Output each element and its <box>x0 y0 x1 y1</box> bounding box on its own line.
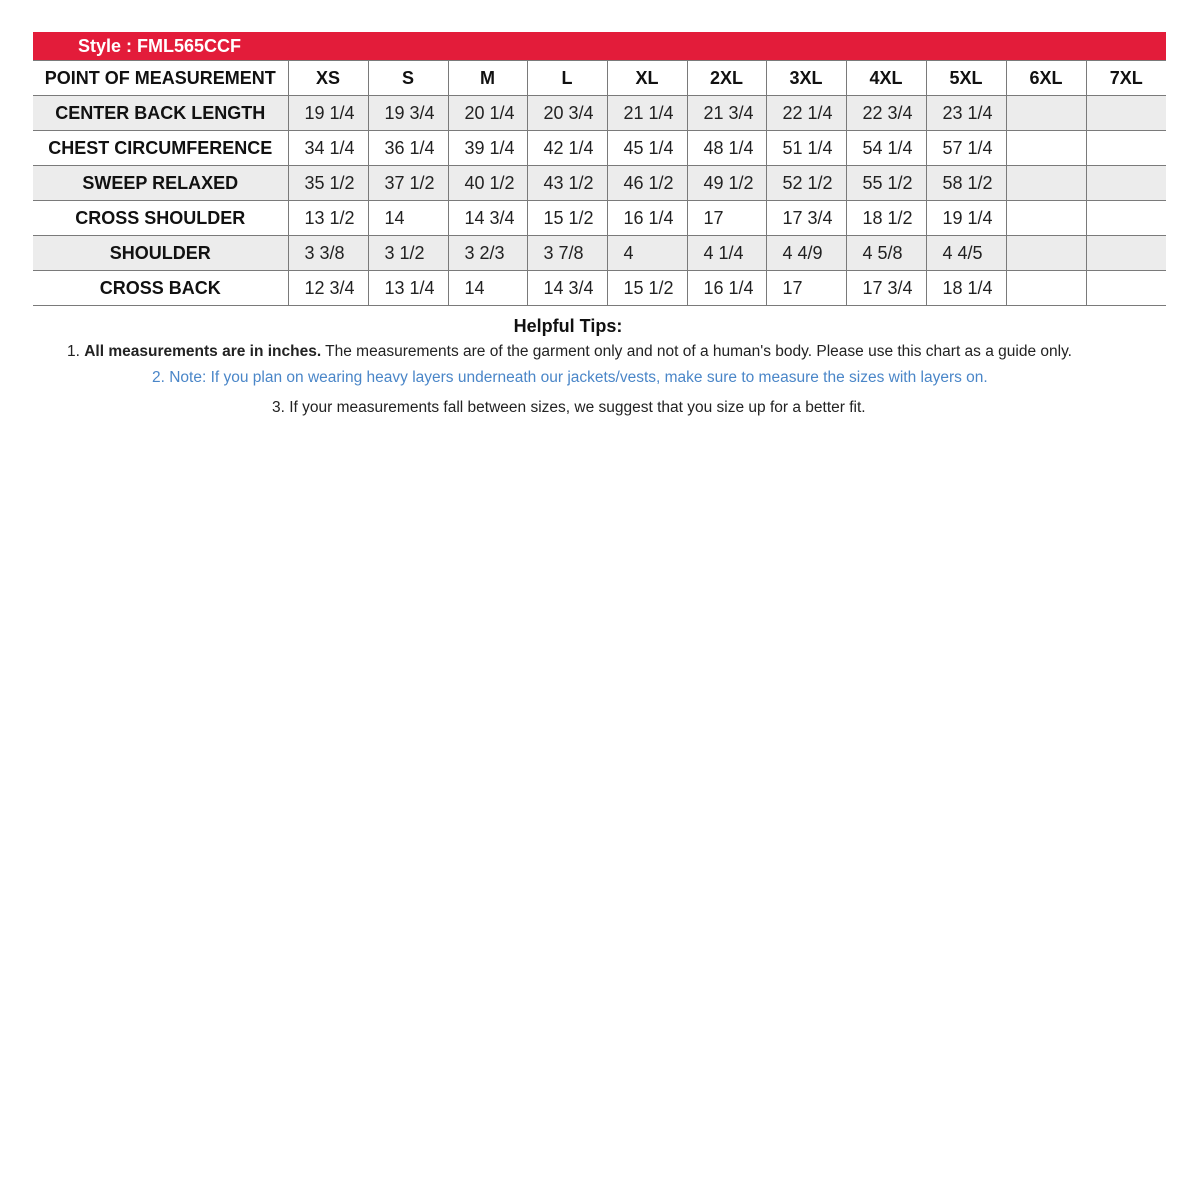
style-header-bar: Style : FML565CCF <box>33 32 1166 60</box>
measurement-cell: 18 1/4 <box>926 271 1006 306</box>
tip-1-text: The measurements are of the garment only and not of a human's body. Please use this chart as a guide only. <box>321 343 1072 360</box>
table-body <box>33 96 1166 306</box>
measurement-cell: 19 3/4 <box>368 96 448 131</box>
measurement-cell: 19 1/4 <box>926 201 1006 236</box>
measurement-cell <box>1006 131 1086 166</box>
measurement-cell: 43 1/2 <box>527 166 607 201</box>
measurement-cell: 42 1/4 <box>527 131 607 166</box>
measurement-cell <box>1006 166 1086 201</box>
row-label: CENTER BACK LENGTH <box>33 96 288 131</box>
size-table <box>33 60 1166 306</box>
measurement-cell: 13 1/4 <box>368 271 448 306</box>
measurement-cell: 45 1/4 <box>607 131 687 166</box>
tip-2: 2. Note: If you plan on wearing heavy layers underneath our jackets/vests, make sure to measure the sizes with layers on. <box>152 369 988 386</box>
header-size-m: M <box>448 61 527 96</box>
measurement-cell: 36 1/4 <box>368 131 448 166</box>
measurement-cell: 48 1/4 <box>687 131 766 166</box>
measurement-cell <box>1086 271 1166 306</box>
header-size-l: L <box>527 61 607 96</box>
measurement-cell: 3 1/2 <box>368 236 448 271</box>
measurement-cell: 39 1/4 <box>448 131 527 166</box>
measurement-cell: 52 1/2 <box>766 166 846 201</box>
measurement-cell: 57 1/4 <box>926 131 1006 166</box>
measurement-cell: 14 <box>448 271 527 306</box>
measurement-cell: 4 5/8 <box>846 236 926 271</box>
measurement-cell: 15 1/2 <box>607 271 687 306</box>
table-row <box>33 201 1166 236</box>
measurement-cell: 15 1/2 <box>527 201 607 236</box>
measurement-cell: 4 4/5 <box>926 236 1006 271</box>
header-size-6xl: 6XL <box>1006 61 1086 96</box>
measurement-cell: 4 4/9 <box>766 236 846 271</box>
table-row <box>33 96 1166 131</box>
table-row <box>33 271 1166 306</box>
measurement-cell: 14 3/4 <box>527 271 607 306</box>
measurement-cell: 34 1/4 <box>288 131 368 166</box>
row-label: CHEST CIRCUMFERENCE <box>33 131 288 166</box>
row-label: CROSS SHOULDER <box>33 201 288 236</box>
measurement-cell: 22 1/4 <box>766 96 846 131</box>
measurement-cell: 20 1/4 <box>448 96 527 131</box>
measurement-cell: 14 <box>368 201 448 236</box>
header-size-5xl: 5XL <box>926 61 1006 96</box>
measurement-cell: 35 1/2 <box>288 166 368 201</box>
header-size-xs: XS <box>288 61 368 96</box>
measurement-cell <box>1086 166 1166 201</box>
measurement-cell <box>1006 96 1086 131</box>
tip-1 <box>67 343 1072 361</box>
measurement-cell: 18 1/2 <box>846 201 926 236</box>
header-size-7xl: 7XL <box>1086 61 1166 96</box>
measurement-cell: 4 <box>607 236 687 271</box>
measurement-cell: 58 1/2 <box>926 166 1006 201</box>
measurement-cell: 21 3/4 <box>687 96 766 131</box>
measurement-cell: 40 1/2 <box>448 166 527 201</box>
measurement-cell <box>1086 131 1166 166</box>
row-label: CROSS BACK <box>33 271 288 306</box>
measurement-cell: 46 1/2 <box>607 166 687 201</box>
size-chart <box>33 32 1166 306</box>
measurement-cell: 3 2/3 <box>448 236 527 271</box>
row-label: SWEEP RELAXED <box>33 166 288 201</box>
tip-3: 3. If your measurements fall between sizes, we suggest that you size up for a better fit. <box>272 399 866 416</box>
measurement-cell <box>1006 201 1086 236</box>
measurement-cell: 55 1/2 <box>846 166 926 201</box>
measurement-cell: 16 1/4 <box>607 201 687 236</box>
tip-1-bold: All measurements are in inches. <box>84 343 322 360</box>
measurement-cell: 19 1/4 <box>288 96 368 131</box>
measurement-cell: 17 3/4 <box>846 271 926 306</box>
header-size-2xl: 2XL <box>687 61 766 96</box>
measurement-cell: 20 3/4 <box>527 96 607 131</box>
measurement-cell: 17 <box>766 271 846 306</box>
header-size-s: S <box>368 61 448 96</box>
measurement-cell: 4 1/4 <box>687 236 766 271</box>
measurement-cell: 22 3/4 <box>846 96 926 131</box>
header-size-xl: XL <box>607 61 687 96</box>
tip-1-number: 1. <box>67 343 85 360</box>
table-row <box>33 166 1166 201</box>
measurement-cell <box>1086 201 1166 236</box>
measurement-cell <box>1086 236 1166 271</box>
measurement-cell: 12 3/4 <box>288 271 368 306</box>
measurement-cell: 14 3/4 <box>448 201 527 236</box>
table-row <box>33 131 1166 166</box>
measurement-cell <box>1006 271 1086 306</box>
measurement-cell: 13 1/2 <box>288 201 368 236</box>
measurement-cell: 54 1/4 <box>846 131 926 166</box>
measurement-cell: 23 1/4 <box>926 96 1006 131</box>
measurement-cell: 37 1/2 <box>368 166 448 201</box>
header-size-3xl: 3XL <box>766 61 846 96</box>
measurement-cell: 21 1/4 <box>607 96 687 131</box>
measurement-cell: 51 1/4 <box>766 131 846 166</box>
row-label: SHOULDER <box>33 236 288 271</box>
table-row <box>33 236 1166 271</box>
measurement-cell: 17 3/4 <box>766 201 846 236</box>
table-header-row <box>33 61 1166 96</box>
header-point-of-measurement: POINT OF MEASUREMENT <box>33 61 288 96</box>
tips-title: Helpful Tips: <box>513 316 623 336</box>
measurement-cell <box>1086 96 1166 131</box>
measurement-cell <box>1006 236 1086 271</box>
measurement-cell: 16 1/4 <box>687 271 766 306</box>
measurement-cell: 3 3/8 <box>288 236 368 271</box>
measurement-cell: 3 7/8 <box>527 236 607 271</box>
header-size-4xl: 4XL <box>846 61 926 96</box>
measurement-cell: 17 <box>687 201 766 236</box>
measurement-cell: 49 1/2 <box>687 166 766 201</box>
